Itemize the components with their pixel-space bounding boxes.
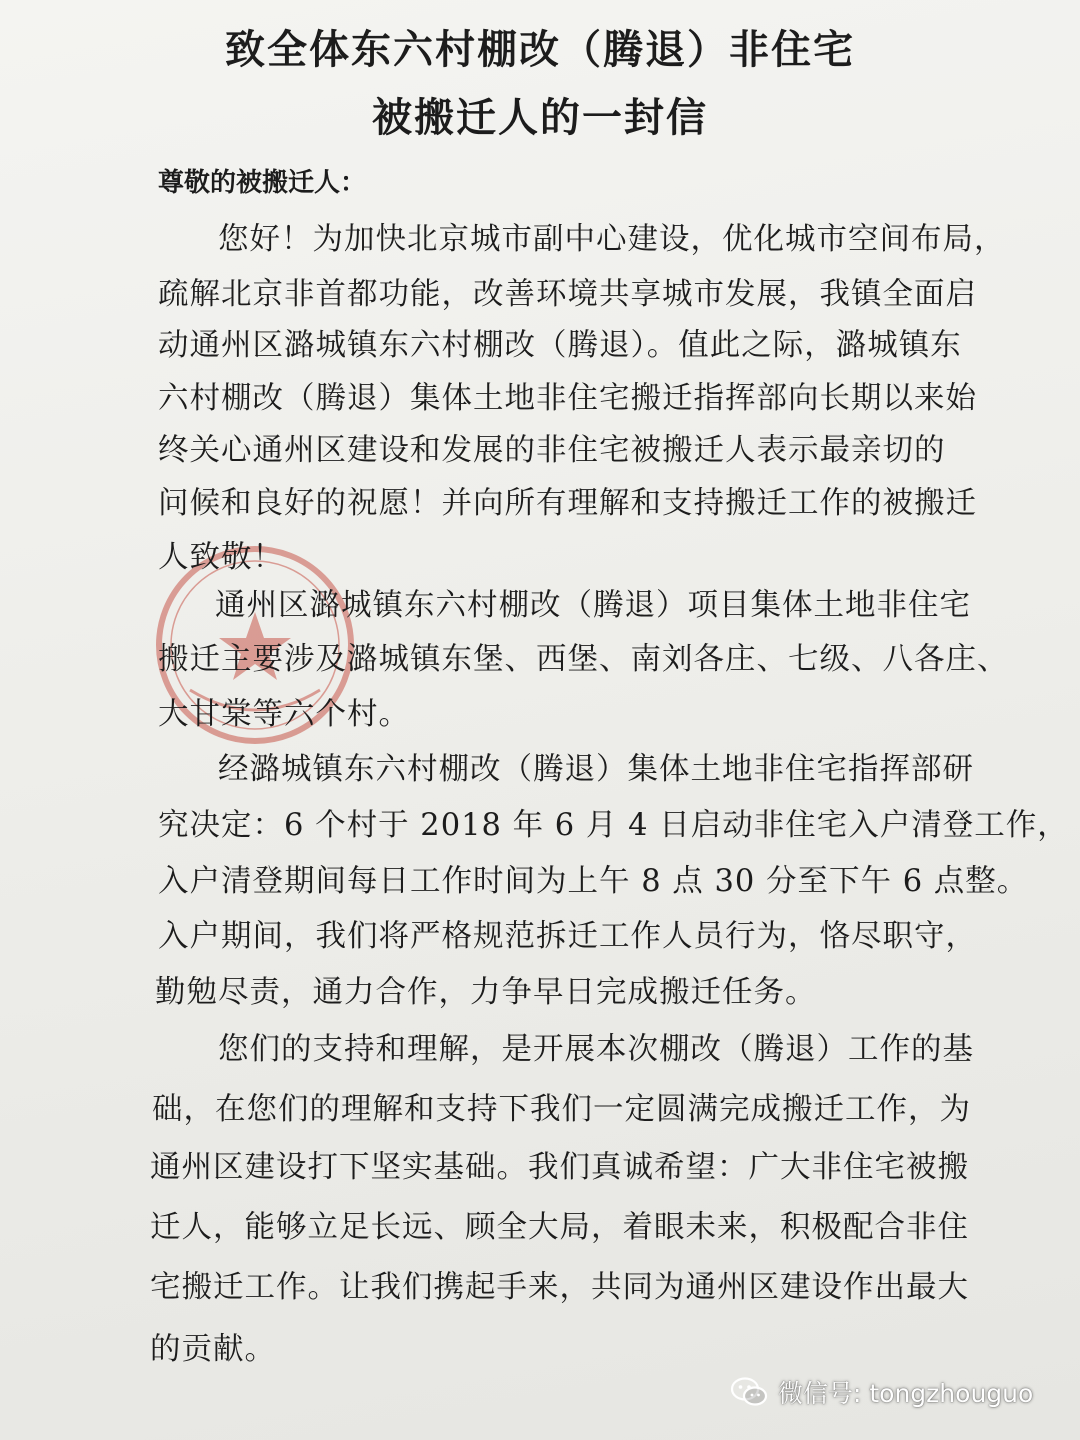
body-line: 勤勉尽责，通力合作，力争早日完成搬迁任务。 xyxy=(155,975,817,1010)
body-line: 础，在您们的理解和支持下我们一定圆满完成搬迁工作，为 xyxy=(152,1092,971,1127)
body-line: 您好！为加快北京城市副中心建设，优化城市空间布局， xyxy=(218,222,1006,257)
wechat-icon xyxy=(730,1376,768,1408)
body-line: 入户期间，我们将严格规范拆迁工作人员行为，恪尽职守， xyxy=(158,919,977,954)
body-line: 终关心通州区建设和发展的非住宅被搬迁人表示最亲切的 xyxy=(158,433,946,468)
body-line: 经潞城镇东六村棚改（腾退）集体土地非住宅指挥部研 xyxy=(218,752,974,787)
body-line: 通州区潞城镇东六村棚改（腾退）项目集体土地非住宅 xyxy=(215,588,971,623)
body-line: 六村棚改（腾退）集体土地非住宅搬迁指挥部向长期以来始 xyxy=(158,381,977,416)
wechat-id-text: 微信号: tongzhouguo xyxy=(778,1379,1034,1408)
body-line: 宅搬迁工作。让我们携起手来，共同为通州区建设作出最大 xyxy=(150,1270,969,1305)
body-line: 疏解北京非首都功能，改善环境共享城市发展，我镇全面启 xyxy=(158,277,977,312)
body-line: 通州区建设打下坚实基础。我们真诚希望：广大非住宅被搬 xyxy=(150,1150,969,1185)
body-line: 您们的支持和理解，是开展本次棚改（腾退）工作的基 xyxy=(218,1032,974,1067)
salutation: 尊敬的被搬迁人： xyxy=(158,168,367,198)
body-line: 人致敬！ xyxy=(158,540,284,575)
body-line: 动通州区潞城镇东六村棚改（腾退）。值此之际，潞城镇东 xyxy=(158,328,962,363)
letter-title-line-2: 被搬迁人的一封信 xyxy=(372,95,708,141)
body-line: 大甘棠等六个村。 xyxy=(158,697,410,732)
body-line: 究决定：6 个村于 2018 年 6 月 4 日启动非住宅入户清登工作， xyxy=(158,808,1069,843)
body-line: 入户清登期间每日工作时间为上午 8 点 30 分至下午 6 点整。 xyxy=(158,864,1029,899)
wechat-watermark xyxy=(730,1370,1033,1414)
body-line: 搬迁主要涉及潞城镇东堡、西堡、南刘各庄、七级、八各庄、 xyxy=(158,642,1009,677)
body-line: 的贡献。 xyxy=(150,1332,276,1367)
letter-title-line-1: 致全体东六村棚改（腾退）非住宅 xyxy=(225,27,855,73)
body-line: 迁人，能够立足长远、顾全大局，着眼未来，积极配合非住 xyxy=(150,1210,969,1245)
body-line: 问候和良好的祝愿！并向所有理解和支持搬迁工作的被搬迁 xyxy=(158,486,977,521)
